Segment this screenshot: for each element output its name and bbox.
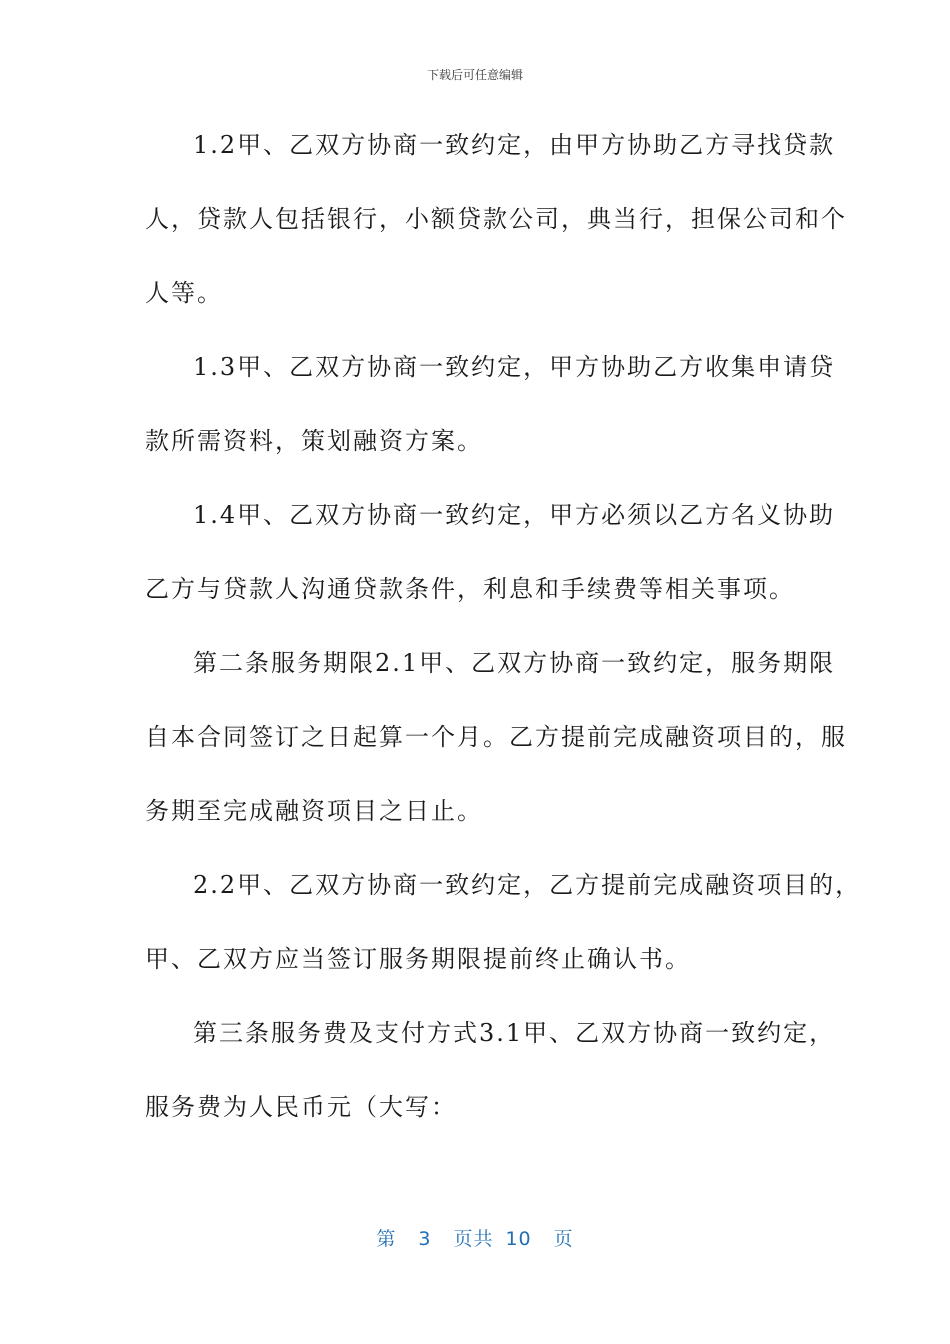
current-page-number: 3 [418, 1228, 432, 1250]
footer-prefix: 第 [376, 1228, 397, 1250]
text-line: 款所需资料，策划融资方案。 [145, 427, 483, 455]
footer-middle: 页共 [453, 1228, 494, 1250]
text-line: 人等。 [145, 279, 223, 307]
text-line: 人，贷款人包括银行，小额贷款公司，典当行，担保公司和个 [145, 205, 847, 233]
paragraph [145, 118, 847, 340]
text-line: 乙方与贷款人沟通贷款条件，利息和手续费等相关事项。 [145, 575, 795, 603]
text-line: 务期至完成融资项目之日止。 [145, 797, 483, 825]
paragraph [145, 488, 836, 636]
text-line: 第二条服务期限2.1甲、乙双方协商一致约定，服务期限 [193, 649, 836, 677]
document-body [145, 118, 862, 1154]
text-line: 第三条服务费及支付方式3.1甲、乙双方协商一致约定， [193, 1019, 836, 1047]
header-text: 下载后可任意编辑 [426, 68, 523, 82]
page-header [0, 66, 950, 83]
text-line: 甲、乙双方应当签订服务期限提前终止确认书。 [145, 945, 691, 973]
page-footer [0, 1224, 950, 1251]
paragraph [145, 340, 836, 488]
text-line: 服务费为人民币元（大写： [145, 1093, 457, 1121]
footer-suffix: 页 [553, 1228, 574, 1250]
text-line: 2.2甲、乙双方协商一致约定，乙方提前完成融资项目的， [193, 871, 862, 899]
text-line: 自本合同签订之日起算一个月。乙方提前完成融资项目的，服 [145, 723, 847, 751]
total-pages-number: 10 [505, 1228, 532, 1250]
paragraph [145, 858, 862, 1006]
text-line: 1.2甲、乙双方协商一致约定，由甲方协助乙方寻找贷款 [193, 131, 836, 159]
paragraph [145, 1006, 836, 1154]
text-line: 1.3甲、乙双方协商一致约定，甲方协助乙方收集申请贷 [193, 353, 836, 381]
text-line: 1.4甲、乙双方协商一致约定，甲方必须以乙方名义协助 [193, 501, 836, 529]
paragraph [145, 636, 847, 858]
